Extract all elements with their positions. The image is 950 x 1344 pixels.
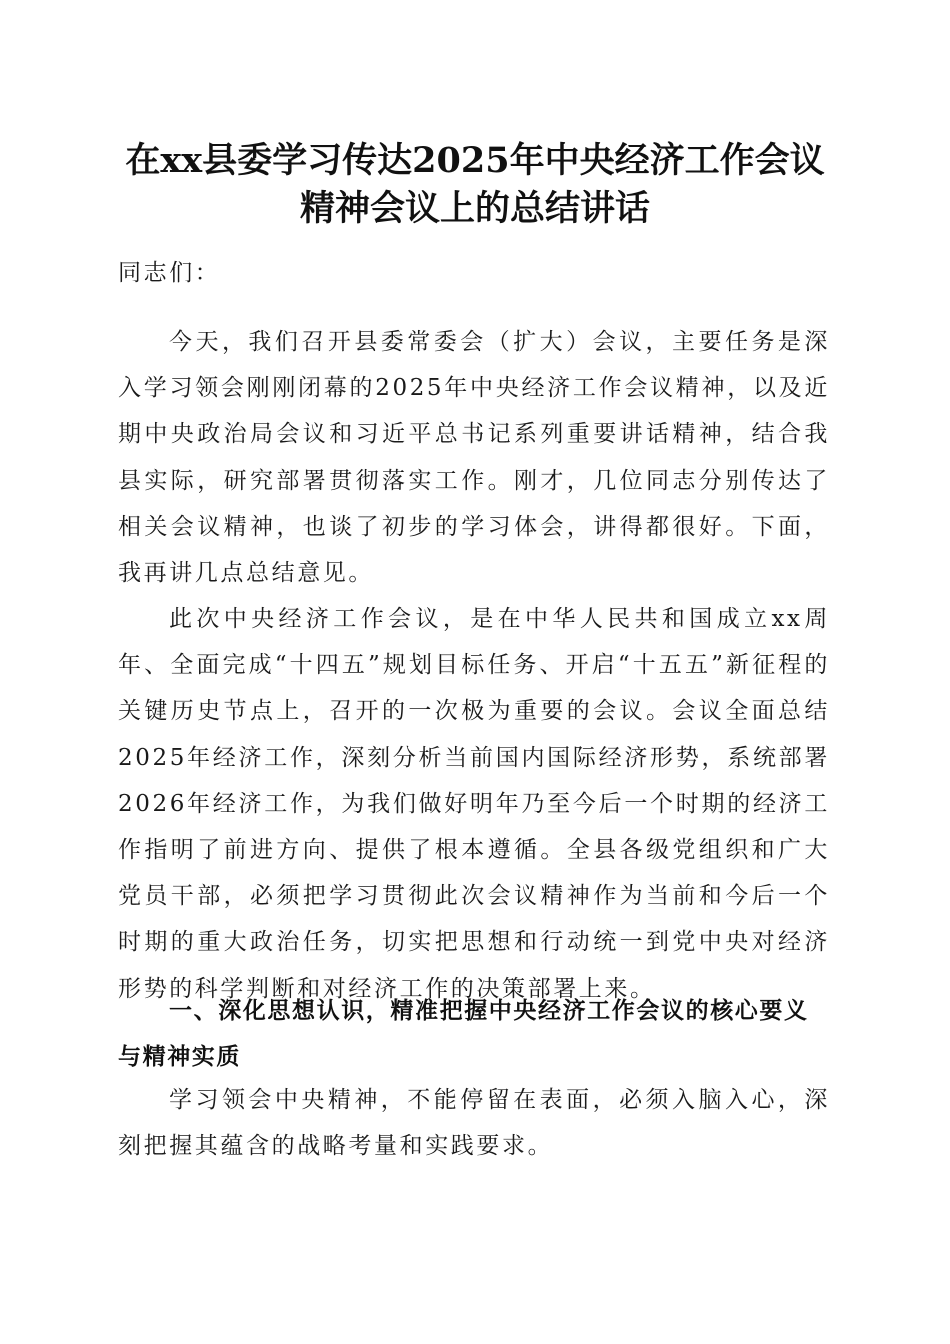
section-heading-1: 一、深化思想认识，精准把握中央经济工作会议的核心要义与精神实质: [118, 998, 809, 1070]
paragraph-section-1: 学习领会中央精神，不能停留在表面，必须入脑入心，深刻把握其蕴含的战略考量和实践要求。: [118, 1087, 830, 1160]
salutation: 同志们：: [118, 260, 221, 286]
paragraph-meeting-significance: 此次中央经济工作会议，是在中华人民共和国成立xx周年、全面完成“十四五”规划目标任务、开启“十五五”新征程的关键历史节点上，召开的一次极为重要的会议。会议全面总结2025年经济工作，深刻分析当前国内国际经济形势，系统部署2026年经济工作，为我们做好明年乃至今后一个时期的经济工作指明了前进方向、提供了根本遵循。全县各级党组织和广大党员干部，必须把学习贯彻此次会议精神作为当前和今后一个时期的重大政治任务，切实把思想和行动统一到党中央对经济形势的科学判断和对经济工作的决策部署上来。: [118, 606, 830, 1002]
document-title-line-1: 在xx县委学习传达2025年中央经济工作会议: [125, 140, 825, 181]
document-title-line-2: 精神会议上的总结讲话: [299, 188, 650, 229]
paragraph-opening: 今天，我们召开县委常委会（扩大）会议，主要任务是深入学习领会刚刚闭幕的2025年中央经济工作会议精神，以及近期中央政治局会议和习近平总书记系列重要讲话精神，结合我县实际，研究部署贯彻落实工作。刚才，几位同志分别传达了相关会议精神，也谈了初步的学习体会，讲得都很好。下面，我再讲几点总结意见。: [118, 329, 830, 587]
